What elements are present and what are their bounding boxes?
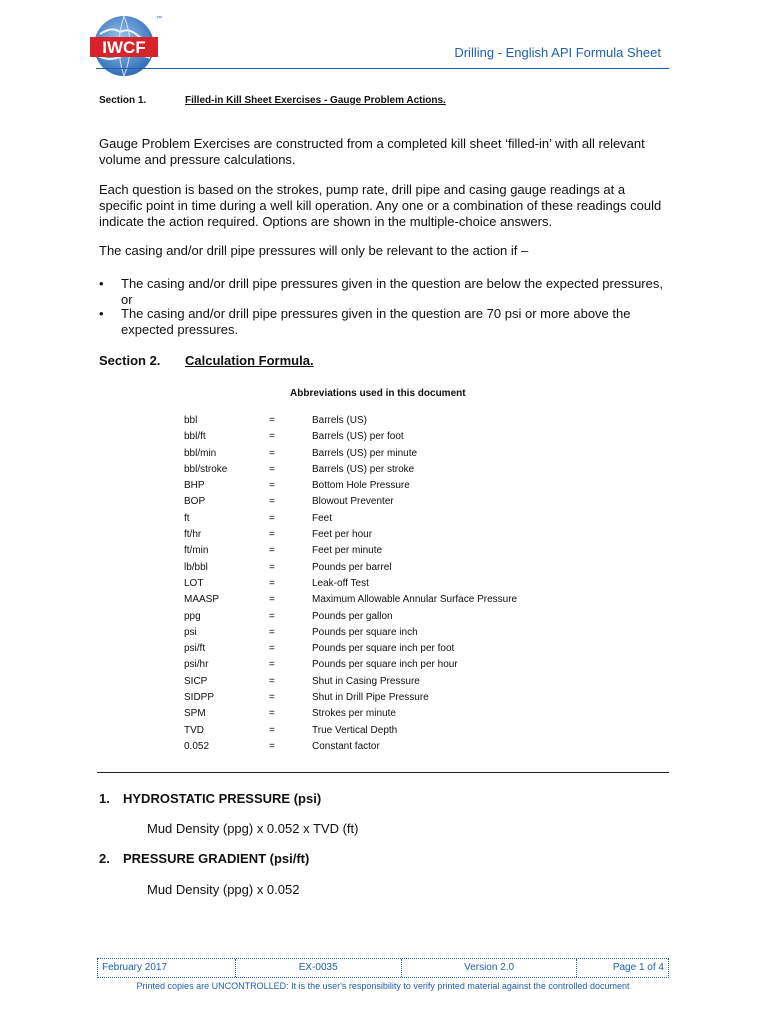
abbreviation-definition: Blowout Preventer (312, 496, 394, 508)
equals-sign: = (269, 708, 275, 720)
header-divider (96, 68, 669, 69)
iwcf-logo (84, 10, 168, 82)
abbreviation-row (184, 577, 584, 593)
equals-sign: = (269, 692, 275, 704)
abbreviation-row (184, 707, 584, 723)
equals-sign: = (269, 545, 275, 557)
abbreviation-term: TVD (184, 724, 204, 736)
abbreviation-row (184, 740, 584, 756)
bullet-text: The casing and/or drill pipe pressures given in the question are below the expected pressures, or (121, 276, 663, 307)
abbreviation-definition: Pounds per gallon (312, 610, 393, 622)
abbreviations-heading: Abbreviations used in this document (290, 388, 466, 399)
abbreviation-row (184, 463, 584, 479)
abbreviation-term: ft/min (184, 545, 209, 557)
abbreviation-term: ft/hr (184, 529, 202, 541)
abbreviation-definition: Barrels (US) per foot (312, 431, 404, 443)
abbreviation-term: bbl/min (184, 447, 217, 459)
abbreviation-term: ppg (184, 610, 201, 622)
abbreviation-row (184, 430, 584, 446)
equals-sign: = (269, 610, 275, 622)
footer-document-code: EX-0035 (235, 959, 401, 977)
equals-sign: = (269, 594, 275, 606)
abbreviation-row (184, 561, 584, 577)
section2-number: Section 2. (99, 353, 161, 368)
equals-sign: = (269, 447, 275, 459)
equals-sign: = (269, 740, 275, 752)
svg-text:™: ™ (156, 16, 162, 22)
abbreviation-definition: Maximum Allowable Annular Surface Pressure (312, 594, 518, 606)
abbreviation-term: ft (184, 512, 190, 524)
abbreviation-term: psi (184, 626, 197, 638)
abbreviation-row (184, 593, 584, 609)
abbreviation-row (184, 691, 584, 707)
paragraph-questions: Each question is based on the strokes, pump rate, drill pipe and casing gauge readings at a specific point in time during a well kill operation. Any one or a combination of these readings could indicate the action required. Options are shown in the multiple-choice answers. (99, 182, 662, 229)
abbreviation-definition: Barrels (US) (312, 415, 368, 426)
abbreviation-term: SIDPP (184, 692, 215, 704)
paragraph-intro: Gauge Problem Exercises are constructed from a completed kill sheet ‘filled-in’ with all relevant volume and pressure calculations. (99, 136, 645, 167)
abbreviation-term: SPM (184, 708, 206, 720)
section1-number: Section 1. (99, 95, 147, 106)
abbreviation-term: BHP (184, 480, 205, 492)
footer-date: February 2017 (102, 962, 168, 973)
formula-title: PRESSURE GRADIENT (psi/ft) (123, 851, 310, 866)
bullet-icon: • (99, 276, 104, 291)
abbreviation-definition: Shut in Casing Pressure (312, 675, 420, 687)
abbreviation-term: SICP (184, 675, 208, 687)
abbreviation-definition: Barrels (US) per stroke (312, 463, 415, 475)
formula-title: HYDROSTATIC PRESSURE (psi) (123, 791, 322, 806)
equals-sign: = (269, 675, 275, 687)
abbreviation-row (184, 610, 584, 626)
equals-sign: = (269, 659, 275, 671)
abbreviation-definition: Constant factor (312, 740, 380, 752)
abbreviation-definition: Pounds per square inch per foot (312, 643, 455, 655)
section1-title: Filled-in Kill Sheet Exercises - Gauge Problem Actions. (185, 95, 446, 106)
abbreviation-row (184, 658, 584, 674)
abbreviation-definition: Feet per hour (312, 529, 373, 541)
abbreviation-row (184, 626, 584, 642)
abbreviation-row (184, 495, 584, 511)
abbreviations-table (184, 414, 584, 756)
paragraph-relevance: The casing and/or drill pipe pressures will only be relevant to the action if – (99, 243, 529, 258)
section-divider (97, 772, 669, 773)
equals-sign: = (269, 463, 275, 475)
abbreviation-definition: Pounds per square inch per hour (312, 659, 458, 671)
footer-info-table (97, 958, 669, 978)
abbreviation-row (184, 479, 584, 495)
abbreviation-term: LOT (184, 577, 204, 589)
document-title: Drilling - English API Formula Sheet (454, 45, 661, 60)
equals-sign: = (269, 431, 275, 443)
abbreviation-term: bbl/stroke (184, 463, 228, 475)
abbreviation-row (184, 512, 584, 528)
section2-title: Calculation Formula. (185, 353, 314, 368)
equals-sign: = (269, 561, 275, 573)
equals-sign: = (269, 724, 275, 736)
footer-version: Version 2.0 (401, 959, 576, 977)
equals-sign: = (269, 415, 275, 426)
abbreviation-term: BOP (184, 496, 206, 508)
abbreviation-definition: Bottom Hole Pressure (312, 480, 410, 492)
abbreviation-definition: Barrels (US) per minute (312, 447, 418, 459)
bullet-text: The casing and/or drill pipe pressures given in the question are 70 psi or more above the expected pressures. (121, 306, 631, 337)
abbreviation-row (184, 528, 584, 544)
equals-sign: = (269, 496, 275, 508)
abbreviation-definition: Strokes per minute (312, 708, 396, 720)
equals-sign: = (269, 480, 275, 492)
formula-body: Mud Density (ppg) x 0.052 x TVD (ft) (147, 821, 359, 836)
abbreviation-row (184, 724, 584, 740)
abbreviation-definition: Shut in Drill Pipe Pressure (312, 692, 429, 704)
abbreviation-term: bbl/ft (184, 431, 206, 443)
equals-sign: = (269, 512, 275, 524)
formula-number: 2. (99, 851, 110, 866)
abbreviation-term: psi/hr (184, 659, 209, 671)
abbreviation-term: 0.052 (184, 740, 210, 752)
footer-disclaimer: Printed copies are UNCONTROLLED: It is the user's responsibility to verify printed material against the controlled document (136, 981, 630, 991)
formula-number: 1. (99, 791, 110, 806)
footer-page-number: Page 1 of 4 (576, 959, 668, 977)
abbreviation-definition: Pounds per barrel (312, 561, 392, 573)
abbreviation-definition: Leak-off Test (312, 577, 369, 589)
abbreviation-row (184, 447, 584, 463)
abbreviation-row (184, 642, 584, 658)
abbreviation-term: lb/bbl (184, 561, 208, 573)
abbreviation-row (184, 675, 584, 691)
equals-sign: = (269, 529, 275, 541)
formula-body: Mud Density (ppg) x 0.052 (147, 882, 300, 897)
equals-sign: = (269, 626, 275, 638)
bullet-icon: • (99, 306, 104, 321)
abbreviation-term: MAASP (184, 594, 220, 606)
abbreviation-row (184, 544, 584, 560)
abbreviation-definition: Feet (312, 512, 333, 524)
abbreviation-definition: Feet per minute (312, 545, 383, 557)
abbreviation-definition: True Vertical Depth (312, 724, 398, 736)
equals-sign: = (269, 577, 275, 589)
abbreviation-row (184, 414, 584, 430)
abbreviation-term: psi/ft (184, 643, 206, 655)
equals-sign: = (269, 643, 275, 655)
abbreviation-term: bbl (184, 415, 198, 426)
svg-text:IWCF: IWCF (102, 38, 146, 57)
abbreviation-definition: Pounds per square inch (312, 626, 418, 638)
